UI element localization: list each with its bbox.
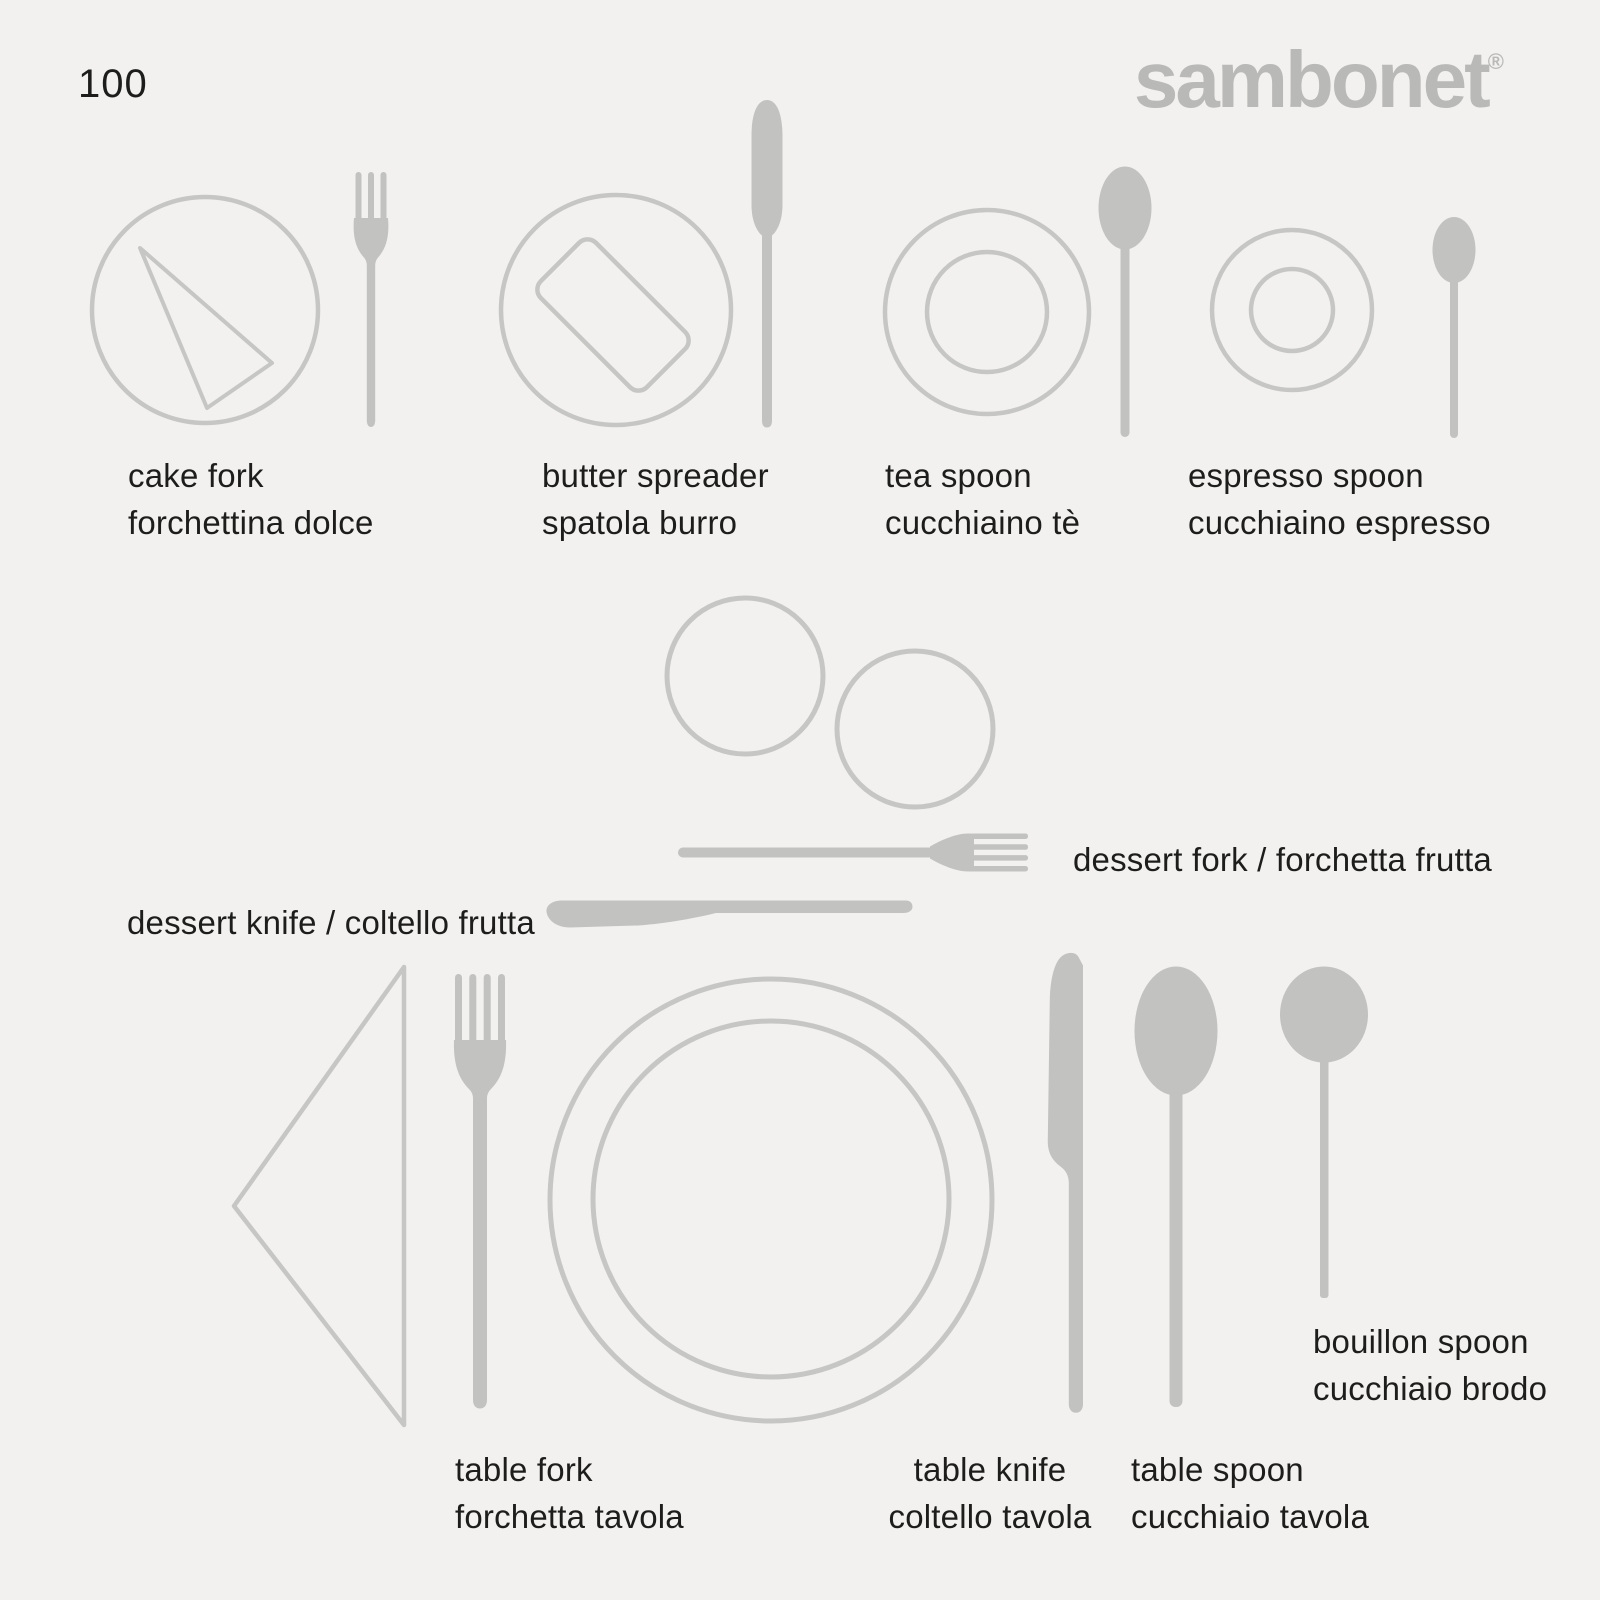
saucer-circle xyxy=(1212,230,1372,390)
label-bouillon-spoon xyxy=(1313,1318,1547,1412)
label-table-knife xyxy=(870,1446,1110,1540)
cup-circle xyxy=(1251,269,1333,351)
plate-circle xyxy=(92,197,318,423)
label-bouillon-spoon-it: cucchiaio brodo xyxy=(1313,1370,1548,1407)
butter-spreader-setting xyxy=(501,100,783,428)
label-tea-spoon xyxy=(885,452,1080,546)
label-bouillon-spoon-en: bouillon spoon xyxy=(1313,1323,1529,1360)
label-table-knife-en: table knife xyxy=(913,1451,1067,1488)
label-table-spoon-en: table spoon xyxy=(1131,1451,1304,1488)
label-espresso-spoon-en: espresso spoon xyxy=(1188,457,1424,494)
dinner-plate-outer-circle xyxy=(550,979,992,1421)
bouillon-spoon-icon xyxy=(1280,967,1368,1299)
label-table-knife-it: coltello tavola xyxy=(888,1498,1092,1535)
label-dessert-knife: dessert knife / coltello frutta xyxy=(127,904,535,941)
butter-spreader-icon xyxy=(752,100,783,428)
dinner-plate-inner-circle xyxy=(593,1021,949,1377)
glasses-group xyxy=(667,598,993,807)
table-fork-icon xyxy=(454,974,506,1409)
tea-spoon-icon xyxy=(1099,167,1152,438)
label-tea-spoon-it: cucchiaino tè xyxy=(885,504,1081,541)
label-butter-spreader xyxy=(542,452,769,546)
label-butter-spreader-it: spatola burro xyxy=(542,504,738,541)
water-glass-circle xyxy=(837,651,993,807)
label-table-spoon-it: cucchiaio tavola xyxy=(1131,1498,1370,1535)
cake-fork-icon xyxy=(354,172,389,427)
label-espresso-spoon xyxy=(1188,452,1491,546)
label-cake-fork-it: forchettina dolce xyxy=(128,504,374,541)
table-knife-icon xyxy=(1048,953,1083,1413)
espresso-spoon-setting xyxy=(1212,217,1476,438)
label-table-fork-en: table fork xyxy=(455,1451,593,1488)
label-espresso-spoon-it: cucchiaino espresso xyxy=(1188,504,1491,541)
brand-logo-text: sambonet xyxy=(1133,35,1488,124)
label-table-fork xyxy=(455,1446,684,1540)
cup-circle xyxy=(927,252,1047,372)
registered-mark: ® xyxy=(1487,49,1504,74)
label-cake-fork-en: cake fork xyxy=(128,457,264,494)
dinner-plate-circles xyxy=(550,979,992,1421)
cake-fork-setting xyxy=(92,172,388,427)
wine-glass-circle xyxy=(667,598,823,754)
table-spoon-icon xyxy=(1135,967,1218,1408)
butter-pat-rect xyxy=(532,234,693,395)
label-tea-spoon-en: tea spoon xyxy=(885,457,1032,494)
espresso-spoon-icon xyxy=(1433,217,1476,438)
dessert-fork-icon xyxy=(678,834,1028,872)
tea-spoon-setting xyxy=(885,167,1152,438)
napkin-triangle-icon xyxy=(140,248,272,408)
dessert-knife-icon xyxy=(546,901,912,928)
label-table-fork-it: forchetta tavola xyxy=(455,1498,684,1535)
table-napkin-triangle-icon xyxy=(234,967,404,1425)
label-table-spoon xyxy=(1131,1446,1369,1540)
page-number: 100 xyxy=(78,62,148,106)
saucer-circle xyxy=(885,210,1089,414)
label-dessert-fork: dessert fork / forchetta frutta xyxy=(1073,841,1492,878)
label-butter-spreader-en: butter spreader xyxy=(542,457,769,494)
plate-circle xyxy=(501,195,731,425)
label-cake-fork xyxy=(128,452,374,546)
